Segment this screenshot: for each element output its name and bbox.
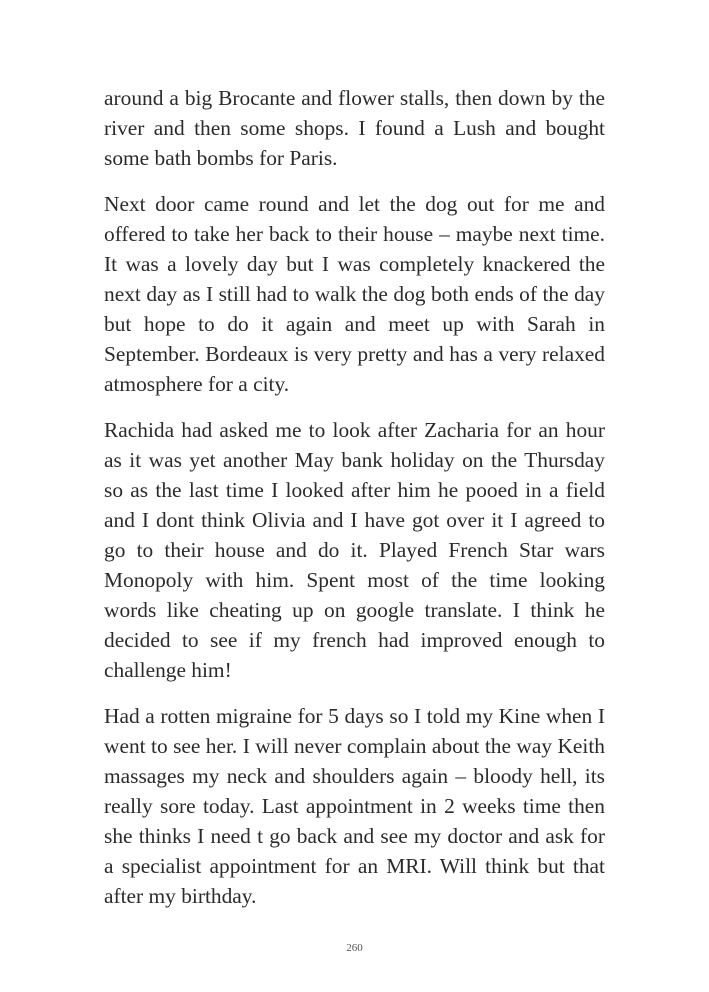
paragraph-1: around a big Brocante and flower stalls, then down by the river and then some shops. I found a Lush and bought some bath bombs for Paris. <box>104 86 605 170</box>
body-text <box>104 83 605 927</box>
page-number: 260 <box>346 942 363 954</box>
paragraph-2: Next door came round and let the dog out for me and offered to take her back to their house – maybe next time. It was a lovely day but I was completely knackered the next day as I still had to walk the dog both ends of the day but hope to do it again and meet up with Sarah in September. Bordeaux is very pretty and has a very relaxed atmosphere for a city. <box>104 192 605 396</box>
paragraph-3: Rachida had asked me to look after Zacharia for an hour as it was yet another May bank holiday on the Thursday so as the last time I looked after him he pooed in a field and I dont think Olivia and I have got over it I agreed to go to their house and do it. Played French Star wars Monopoly with him. Spent most of the time looking words like cheating up on google translate. I think he decided to see if my french had improved enough to challenge him! <box>104 418 605 682</box>
paragraph-4: Had a rotten migraine for 5 days so I told my Kine when I went to see her. I will never complain about the way Keith massages my neck and shoulders again – bloody hell, its really sore today. Last appointment in 2 weeks time then she thinks I need t go back and see my doctor and ask for a specialist appointment for an MRI. Will think but that after my birthday. <box>104 704 605 908</box>
